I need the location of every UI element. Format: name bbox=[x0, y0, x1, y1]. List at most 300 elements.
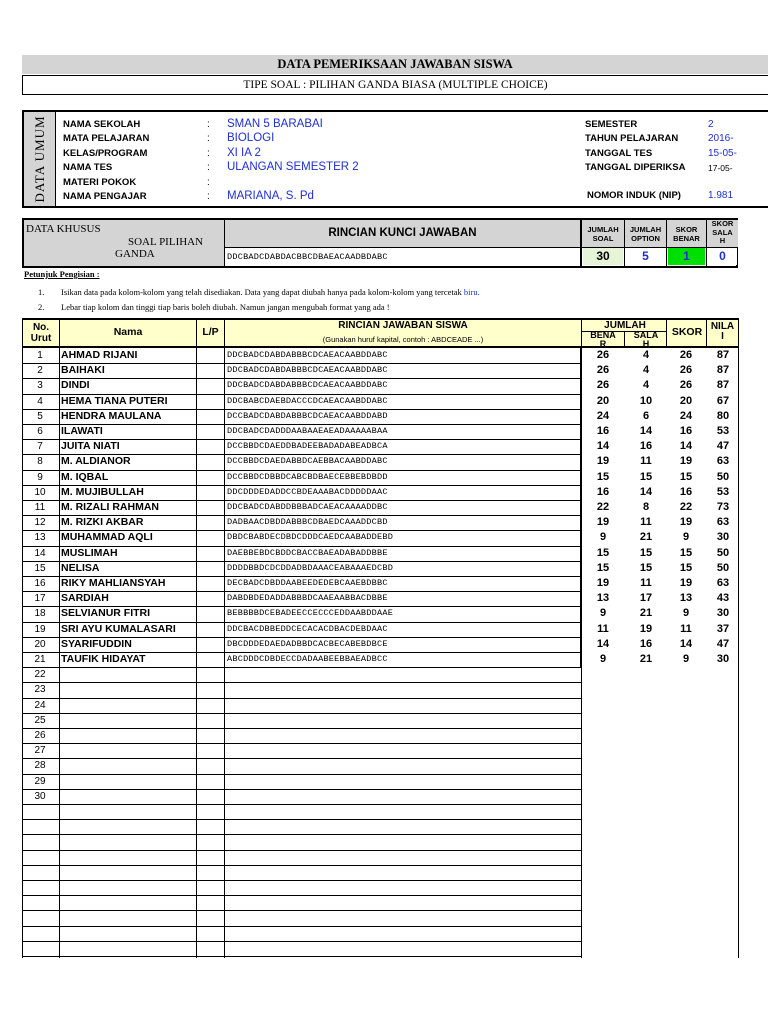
answer-cell[interactable]: DDCBABCDAEBDACCCDCAEACAABDDABC bbox=[227, 395, 388, 406]
row-number: 25 bbox=[34, 714, 46, 726]
benar-cell: 11 bbox=[597, 622, 609, 635]
table-row bbox=[0, 682, 768, 697]
skor-cell: 16 bbox=[679, 485, 693, 498]
skor-cell: 13 bbox=[679, 592, 693, 605]
table-row bbox=[0, 530, 768, 545]
answer-cell[interactable]: DDDDBBDCDCDDADBDAAACEABAAAEDCBD bbox=[227, 562, 394, 573]
petunjuk-text-main: Isikan data pada kolom-kolom yang telah disediakan. Data yang dapat diubah hanya pada kolom-kolom yang tercetak bbox=[61, 287, 464, 297]
benar-cell: 9 bbox=[599, 531, 607, 544]
skor-cell: 9 bbox=[682, 607, 690, 620]
benar-cell: 14 bbox=[596, 637, 610, 650]
student-name-cell[interactable]: DINDI bbox=[61, 379, 90, 392]
table-row bbox=[0, 439, 768, 454]
page-title: DATA PEMERIKSAAN JAWABAN SISWA bbox=[22, 55, 768, 74]
answer-cell[interactable] bbox=[227, 667, 581, 682]
nilai-cell: 37 bbox=[716, 622, 730, 635]
answer-cell[interactable]: DECBADCDBDDAABEEDEDEBCAAEBDBBC bbox=[227, 578, 388, 588]
row-number: 26 bbox=[34, 730, 46, 741]
nilai-cell: 47 bbox=[716, 440, 730, 453]
right-field-value[interactable]: 17-05- bbox=[708, 163, 733, 174]
nilai-cell: 53 bbox=[716, 485, 730, 498]
benar-cell: 15 bbox=[596, 561, 610, 574]
gender-cell[interactable] bbox=[197, 546, 224, 561]
gender-cell[interactable] bbox=[197, 591, 224, 606]
salah-cell bbox=[626, 713, 666, 728]
petunjuk-text-highlight: biru. bbox=[463, 287, 480, 297]
salah-cell: 4 bbox=[642, 379, 650, 392]
gender-cell[interactable] bbox=[197, 606, 224, 621]
skor-cell: 20 bbox=[679, 394, 693, 407]
table-row bbox=[0, 576, 768, 591]
benar-cell: 14 bbox=[596, 440, 610, 453]
row-number: 21 bbox=[34, 654, 46, 665]
right-field-label: SEMESTER bbox=[585, 119, 638, 130]
nilai-cell bbox=[708, 682, 738, 697]
nilai-cell: 50 bbox=[716, 561, 730, 574]
field-label: NAMA TES bbox=[63, 162, 113, 174]
salah-cell: 19 bbox=[639, 622, 653, 635]
student-name-cell[interactable]: M. RIZALI RAHMAN bbox=[61, 501, 159, 513]
answer-cell[interactable] bbox=[227, 758, 581, 773]
nilai-cell: 63 bbox=[716, 455, 730, 468]
data-khusus-label: DATA KHUSUS bbox=[26, 223, 101, 235]
answer-cell[interactable]: BEBBBBDCEBADEECCECCCEDDAABDDAAE bbox=[227, 608, 394, 619]
salah-cell bbox=[626, 774, 666, 789]
answer-cell[interactable]: DCCBBDCDAEDABBDCAEBBACAABDDABC bbox=[227, 456, 388, 467]
answer-cell[interactable]: DADBAACDBDDABBBCDBAEDCAAADDCBD bbox=[227, 517, 388, 528]
table-row bbox=[0, 637, 768, 652]
gender-cell[interactable] bbox=[197, 698, 224, 713]
right-field-value[interactable]: 15-05- bbox=[708, 147, 737, 159]
skor-cell bbox=[666, 682, 706, 697]
table-row bbox=[0, 424, 768, 439]
salah-cell bbox=[626, 698, 666, 713]
table-row bbox=[0, 515, 768, 530]
table-row bbox=[0, 667, 768, 682]
nilai-cell: 30 bbox=[716, 531, 730, 544]
gender-cell[interactable] bbox=[197, 363, 224, 378]
row-number: 27 bbox=[34, 745, 46, 757]
field-colon: : bbox=[207, 147, 210, 159]
student-name-cell[interactable]: SYARIFUDDIN bbox=[61, 637, 132, 650]
benar-cell: 26 bbox=[596, 364, 610, 377]
benar-cell: 19 bbox=[596, 455, 610, 468]
salah-cell: 6 bbox=[642, 409, 650, 422]
skor-cell: 15 bbox=[679, 561, 693, 574]
salah-cell: 21 bbox=[639, 607, 653, 620]
skor-cell: 19 bbox=[679, 577, 693, 589]
table-row bbox=[0, 500, 768, 515]
answer-cell[interactable]: DCCBADCDABDABBBCDCAEACAABDDABD bbox=[227, 410, 388, 421]
answer-cell[interactable] bbox=[227, 698, 581, 713]
skor-cell bbox=[666, 698, 706, 713]
table-row bbox=[0, 348, 768, 363]
nilai-cell bbox=[708, 789, 738, 804]
benar-cell bbox=[585, 789, 621, 804]
gender-cell[interactable] bbox=[197, 515, 224, 530]
gender-cell[interactable] bbox=[197, 348, 224, 363]
row-number: 10 bbox=[34, 486, 46, 498]
answer-cell[interactable]: DBCDDDEDAEDADBBDCACBECABEBDBCE bbox=[227, 638, 388, 649]
answer-cell[interactable]: DBDCBABDECDBDCDDDCAEDCAABADDEBD bbox=[227, 532, 394, 543]
salah-cell: 11 bbox=[640, 455, 652, 468]
gender-cell[interactable] bbox=[197, 743, 224, 758]
petunjuk-title: Petunjuk Pengisian : bbox=[24, 269, 100, 279]
salah-cell: 14 bbox=[639, 425, 653, 437]
field-colon: : bbox=[207, 133, 210, 145]
row-number: 29 bbox=[34, 775, 46, 787]
row-number: 4 bbox=[37, 395, 43, 407]
student-name-cell[interactable]: MUHAMMAD AQLI bbox=[61, 531, 153, 544]
kunci-title: RINCIAN KUNCI JAWABAN bbox=[225, 220, 580, 247]
skor-cell bbox=[666, 743, 706, 758]
student-name-cell[interactable]: MUSLIMAH bbox=[61, 546, 118, 559]
gender-cell[interactable] bbox=[197, 758, 224, 773]
student-name-cell[interactable] bbox=[61, 758, 195, 773]
answer-cell[interactable]: DDCBADCDABDDBBBADCAEACAAAADDBC bbox=[227, 502, 388, 512]
table-row bbox=[0, 454, 768, 469]
field-label: NAMA SEKOLAH bbox=[63, 119, 141, 130]
table-row bbox=[0, 606, 768, 621]
benar-cell: 16 bbox=[596, 425, 610, 437]
col-header-no: No. Urut bbox=[30, 322, 52, 344]
skor-cell: 11 bbox=[680, 622, 692, 635]
skor-cell: 19 bbox=[679, 516, 693, 529]
table-row bbox=[0, 409, 768, 424]
benar-cell: 9 bbox=[599, 653, 607, 665]
student-name-cell[interactable] bbox=[61, 789, 195, 804]
student-name-cell[interactable] bbox=[61, 698, 195, 713]
benar-cell bbox=[585, 713, 621, 728]
row-number: 3 bbox=[37, 380, 43, 392]
salah-cell: 8 bbox=[642, 501, 650, 513]
jumlah-option-header: JUMLAH OPTION bbox=[629, 225, 662, 243]
skor-cell: 22 bbox=[679, 501, 693, 513]
nilai-cell: 50 bbox=[716, 470, 730, 483]
salah-cell: 15 bbox=[639, 561, 653, 574]
student-name-cell[interactable]: SARDIAH bbox=[61, 592, 109, 605]
nilai-cell bbox=[708, 758, 738, 773]
salah-cell: 21 bbox=[639, 531, 653, 544]
answer-cell[interactable]: ABCDDDCDBDECCDADAABEEBBAEADBCC bbox=[227, 654, 388, 664]
skor-cell: 9 bbox=[682, 653, 690, 665]
col-header-rincian: RINCIAN JAWABAN SISWA bbox=[338, 320, 468, 331]
nilai-cell: 87 bbox=[716, 364, 730, 377]
table-row bbox=[0, 758, 768, 773]
table-row bbox=[0, 622, 768, 637]
answer-cell[interactable] bbox=[227, 728, 581, 743]
field-label: MATA PELAJARAN bbox=[63, 133, 150, 145]
gender-cell[interactable] bbox=[197, 485, 224, 500]
answer-cell[interactable]: DDCBADCDABDABBBCDCAEACAABDDABC bbox=[227, 380, 388, 391]
gender-cell[interactable] bbox=[197, 530, 224, 545]
field-colon: : bbox=[207, 162, 210, 174]
student-name-cell[interactable]: M. IQBAL bbox=[61, 470, 109, 483]
skor-cell: 24 bbox=[679, 409, 693, 422]
skor-salah-value[interactable]: 0 bbox=[708, 248, 737, 265]
benar-cell bbox=[585, 728, 621, 743]
nilai-cell: 30 bbox=[716, 653, 730, 665]
salah-cell: 21 bbox=[639, 653, 653, 665]
student-name-cell[interactable]: NELISA bbox=[61, 561, 100, 574]
salah-cell: 16 bbox=[639, 440, 653, 453]
row-number: 8 bbox=[37, 456, 43, 468]
skor-benar-value[interactable]: 1 bbox=[668, 248, 705, 265]
student-name-cell[interactable]: RIKY MAHLIANSYAH bbox=[61, 577, 166, 589]
field-label: KELAS/PROGRAM bbox=[63, 147, 148, 159]
skor-cell: 16 bbox=[679, 425, 693, 437]
student-name-cell[interactable]: HEMA TIANA PUTERI bbox=[61, 394, 168, 407]
benar-cell bbox=[585, 698, 621, 713]
petunjuk-text bbox=[61, 287, 480, 297]
field-colon: : bbox=[207, 176, 210, 188]
nilai-cell: 47 bbox=[716, 637, 730, 650]
col-header-benar: BENA R bbox=[590, 330, 616, 349]
answer-cell[interactable]: DDCBADCDABDABBBCDCAEACAABDDABC bbox=[227, 365, 388, 376]
nilai-cell bbox=[708, 713, 738, 728]
gender-cell[interactable] bbox=[197, 470, 224, 485]
student-name-cell[interactable]: AHMAD RIJANI bbox=[61, 349, 138, 361]
answer-cell[interactable]: DCCBBDCDAEDDBADEEBADADABEADBCA bbox=[227, 441, 388, 452]
nilai-cell: 87 bbox=[716, 379, 730, 392]
jumlah-option-value[interactable]: 5 bbox=[626, 248, 665, 265]
gender-cell[interactable] bbox=[197, 652, 224, 667]
field-value-input[interactable]: BIOLOGI bbox=[227, 132, 275, 145]
field-value-input[interactable]: SMAN 5 BARABAI bbox=[227, 118, 323, 130]
salah-cell bbox=[626, 682, 666, 697]
benar-cell bbox=[585, 667, 621, 682]
skor-cell: 15 bbox=[679, 546, 693, 559]
field-value-input[interactable]: XI IA 2 bbox=[227, 146, 261, 159]
table-row bbox=[0, 470, 768, 485]
petunjuk-number: 1. bbox=[38, 287, 45, 297]
salah-cell bbox=[626, 789, 666, 804]
gender-cell[interactable] bbox=[197, 409, 224, 424]
nip-value[interactable]: 1.981 bbox=[708, 190, 734, 201]
petunjuk-text bbox=[61, 302, 390, 312]
row-number: 16 bbox=[34, 578, 46, 589]
jumlah-soal-value[interactable]: 30 bbox=[583, 248, 623, 265]
gender-cell[interactable] bbox=[197, 774, 224, 789]
student-name-cell[interactable]: TAUFIK HIDAYAT bbox=[61, 653, 146, 665]
right-field-value[interactable]: 2016- bbox=[708, 133, 734, 145]
benar-cell: 19 bbox=[596, 577, 610, 589]
answer-cell[interactable]: DAEBBEBDCBDDCBACCBAEADABADDBBE bbox=[227, 547, 388, 558]
col-header-nama: Nama bbox=[113, 326, 143, 338]
nilai-cell bbox=[708, 728, 738, 743]
answer-cell[interactable] bbox=[227, 774, 581, 789]
benar-cell: 20 bbox=[596, 394, 610, 407]
table-row bbox=[0, 789, 768, 804]
benar-cell bbox=[585, 774, 621, 789]
salah-cell: 17 bbox=[639, 592, 653, 605]
nilai-cell: 80 bbox=[716, 409, 730, 422]
table-row bbox=[0, 728, 768, 743]
answer-cell[interactable]: DCCBBDCDBBDCABCBDBAECEBBEBDBDD bbox=[227, 471, 388, 482]
col-header-lp: L/P bbox=[202, 326, 219, 338]
right-field-label: TANGGAL TES bbox=[585, 147, 653, 159]
benar-cell: 26 bbox=[596, 349, 610, 361]
student-name-cell[interactable]: M. MUJIBULLAH bbox=[61, 485, 144, 498]
data-umum-side-label: DATA UMUM bbox=[32, 115, 47, 203]
nilai-cell: 30 bbox=[716, 607, 730, 620]
right-field-value[interactable]: 2 bbox=[708, 119, 714, 130]
benar-cell: 24 bbox=[596, 409, 610, 422]
student-name-cell[interactable] bbox=[61, 728, 195, 743]
salah-cell: 15 bbox=[639, 546, 653, 559]
row-number: 9 bbox=[37, 471, 43, 483]
gender-cell[interactable] bbox=[197, 378, 224, 393]
table-row bbox=[0, 485, 768, 500]
gender-cell[interactable] bbox=[197, 789, 224, 804]
nilai-cell: 63 bbox=[716, 577, 730, 589]
table-row bbox=[0, 363, 768, 378]
answer-cell[interactable]: DDCDDDEDADDCCBDEAAABACDDDDDAAC bbox=[227, 486, 388, 497]
row-number: 11 bbox=[34, 502, 46, 513]
benar-cell: 15 bbox=[596, 470, 610, 483]
answer-cell[interactable]: DABDBDEDADDABBBDCAAEAABBACDBBE bbox=[227, 593, 388, 604]
nilai-cell bbox=[708, 774, 738, 789]
salah-cell bbox=[626, 743, 666, 758]
nilai-cell: 63 bbox=[716, 516, 730, 529]
benar-cell: 22 bbox=[596, 501, 610, 513]
row-number: 18 bbox=[34, 608, 46, 620]
answer-cell[interactable] bbox=[227, 682, 581, 697]
row-number: 17 bbox=[34, 593, 46, 605]
gender-cell[interactable] bbox=[197, 682, 224, 697]
skor-cell: 14 bbox=[679, 637, 693, 650]
petunjuk-number: 2. bbox=[38, 302, 45, 312]
student-name-cell[interactable]: JUITA NIATI bbox=[61, 440, 120, 453]
right-field-label: TANGGAL DIPERIKSA bbox=[585, 162, 686, 174]
gender-cell[interactable] bbox=[197, 424, 224, 439]
student-name-cell[interactable]: SRI AYU KUMALASARI bbox=[61, 622, 176, 635]
table-row bbox=[0, 698, 768, 713]
row-number: 7 bbox=[37, 441, 43, 453]
answer-cell[interactable]: DDCBADCDADDDAABAAEAEADAAAAABAA bbox=[227, 426, 388, 436]
gender-cell[interactable] bbox=[197, 622, 224, 637]
table-row bbox=[0, 394, 768, 409]
salah-cell: 4 bbox=[642, 349, 650, 361]
gender-cell[interactable] bbox=[197, 667, 224, 682]
row-number: 15 bbox=[34, 562, 46, 574]
row-number: 13 bbox=[34, 532, 46, 544]
gender-cell[interactable] bbox=[197, 728, 224, 743]
row-number: 30 bbox=[34, 790, 46, 802]
skor-cell bbox=[666, 758, 706, 773]
skor-cell bbox=[666, 713, 706, 728]
student-name-cell[interactable] bbox=[61, 743, 195, 758]
row-number: 22 bbox=[34, 669, 46, 681]
nilai-cell: 53 bbox=[716, 425, 730, 437]
salah-cell: 15 bbox=[639, 470, 653, 483]
answer-cell[interactable] bbox=[227, 743, 581, 758]
skor-cell: 26 bbox=[679, 379, 693, 392]
salah-cell: 14 bbox=[639, 485, 653, 498]
field-colon: : bbox=[207, 119, 210, 130]
row-number: 1 bbox=[37, 350, 43, 361]
benar-cell bbox=[585, 758, 621, 773]
nilai-cell bbox=[708, 667, 738, 682]
answer-cell[interactable]: DDCBADCDABDABBBCDCAEACAABDDABC bbox=[227, 350, 388, 360]
benar-cell: 19 bbox=[596, 516, 610, 529]
skor-cell bbox=[666, 774, 706, 789]
row-number: 19 bbox=[34, 623, 46, 635]
skor-cell bbox=[666, 728, 706, 743]
table-row bbox=[0, 774, 768, 789]
right-field-label: TAHUN PELAJARAN bbox=[585, 133, 679, 145]
student-name-cell[interactable] bbox=[61, 667, 195, 682]
salah-cell: 10 bbox=[639, 394, 653, 407]
student-name-cell[interactable]: BAIHAKI bbox=[61, 364, 105, 377]
gender-cell[interactable] bbox=[197, 637, 224, 652]
nip-label: NOMOR INDUK (NIP) bbox=[587, 190, 681, 201]
gender-cell[interactable] bbox=[197, 500, 224, 515]
skor-cell: 26 bbox=[679, 349, 693, 361]
benar-cell bbox=[585, 682, 621, 697]
nilai-cell: 43 bbox=[716, 592, 730, 605]
table-row bbox=[0, 743, 768, 758]
student-name-cell[interactable]: SELVIANUR FITRI bbox=[61, 607, 151, 620]
gender-cell[interactable] bbox=[197, 394, 224, 409]
benar-cell: 13 bbox=[596, 592, 610, 605]
benar-cell: 26 bbox=[596, 379, 610, 392]
ganda-label: GANDA bbox=[115, 248, 155, 260]
skor-cell: 14 bbox=[679, 440, 693, 453]
field-value-input[interactable]: MARIANA, S. Pd bbox=[227, 190, 314, 202]
student-name-cell[interactable] bbox=[61, 713, 195, 728]
field-value-input[interactable]: ULANGAN SEMESTER 2 bbox=[227, 161, 359, 174]
skor-cell: 9 bbox=[682, 531, 690, 544]
salah-cell bbox=[626, 758, 666, 773]
gender-cell[interactable] bbox=[197, 439, 224, 454]
student-name-cell[interactable]: M. RIZKI AKBAR bbox=[61, 516, 144, 529]
table-row bbox=[0, 591, 768, 606]
answer-cell[interactable]: DDCBACDBBEDDCECACACDBACDEBDAAC bbox=[227, 623, 388, 634]
student-name-cell[interactable]: HENDRA MAULANA bbox=[61, 409, 162, 422]
page-subtitle: TIPE SOAL : PILIHAN GANDA BIASA (MULTIPLE CHOICE) bbox=[22, 75, 768, 95]
student-name-cell[interactable] bbox=[61, 682, 195, 697]
benar-cell: 15 bbox=[596, 546, 610, 559]
field-label: NAMA PENGAJAR bbox=[63, 191, 147, 202]
student-name-cell[interactable]: ILAWATI bbox=[61, 425, 103, 437]
gender-cell[interactable] bbox=[197, 713, 224, 728]
benar-cell: 16 bbox=[596, 485, 610, 498]
salah-cell: 11 bbox=[640, 516, 652, 529]
row-number: 23 bbox=[34, 684, 46, 696]
gender-cell[interactable] bbox=[197, 576, 224, 591]
table-row bbox=[0, 378, 768, 393]
row-number: 14 bbox=[34, 547, 46, 559]
answer-cell[interactable] bbox=[227, 789, 581, 804]
salah-cell bbox=[626, 667, 666, 682]
kunci-jawaban-input[interactable]: DDCBADCDABDACBBCDBAEACAADBDABC bbox=[227, 252, 388, 262]
gender-cell[interactable] bbox=[197, 561, 224, 576]
soal-pilihan-label: SOAL PILIHAN bbox=[128, 236, 204, 248]
table-row bbox=[0, 713, 768, 728]
row-number: 2 bbox=[37, 365, 43, 377]
row-number: 20 bbox=[34, 638, 46, 650]
salah-cell bbox=[626, 728, 666, 743]
salah-cell: 11 bbox=[640, 577, 652, 589]
answer-cell[interactable] bbox=[227, 713, 581, 728]
table-row bbox=[0, 652, 768, 667]
gender-cell[interactable] bbox=[197, 454, 224, 469]
student-name-cell[interactable] bbox=[61, 774, 195, 789]
student-name-cell[interactable]: M. ALDIANOR bbox=[61, 455, 131, 468]
benar-cell: 9 bbox=[599, 607, 607, 620]
nilai-cell bbox=[708, 698, 738, 713]
